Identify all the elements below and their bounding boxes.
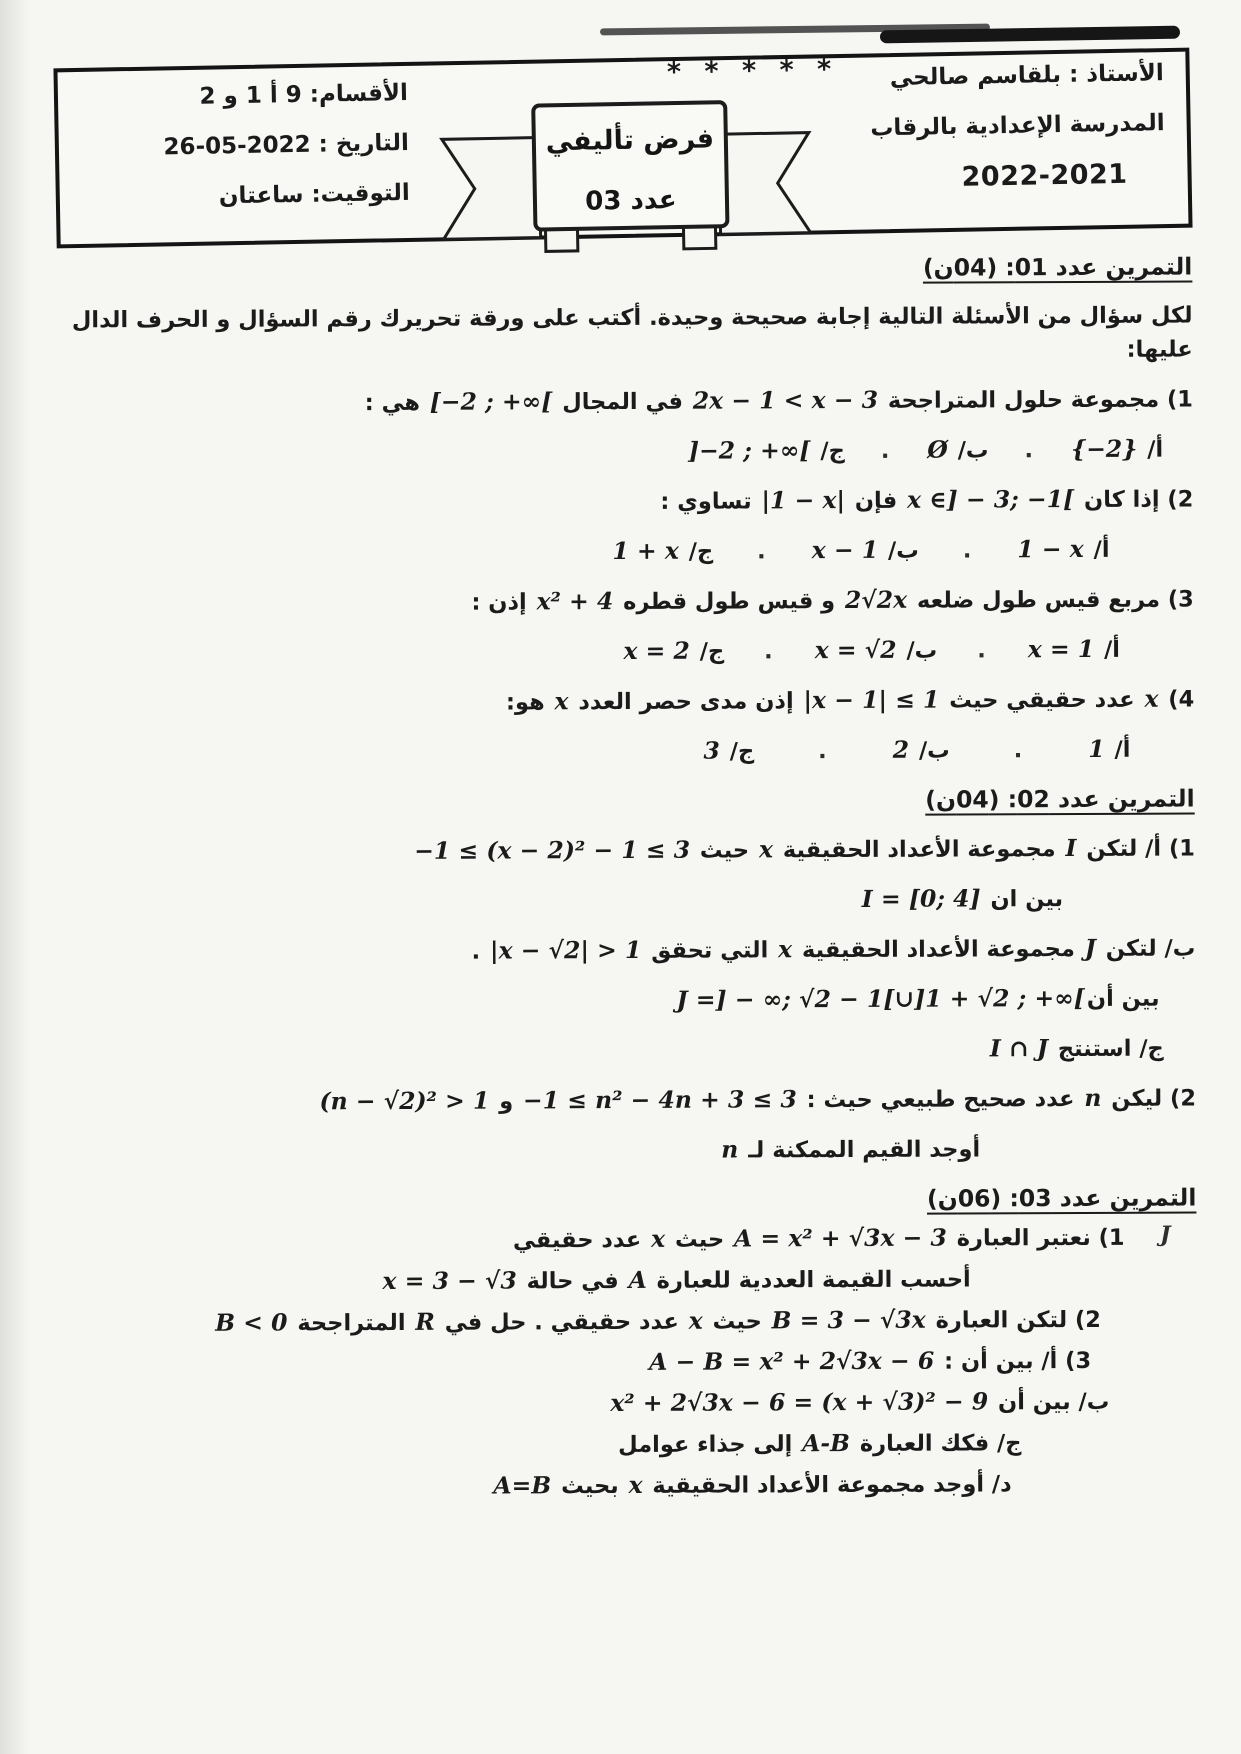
q2-option-c: ج/ 1 + x bbox=[612, 536, 714, 566]
classes-label: الأقسام: 9 أ 1 و 2 bbox=[199, 79, 409, 110]
question-4-options bbox=[41, 731, 1194, 771]
option-separator: . bbox=[818, 738, 827, 765]
question-1: 1) مجموعة حلول المتراجحة 2x − 1 < x − 3 في المجال [−2 ; +∞[ هي : bbox=[364, 385, 1193, 417]
question-4: 4) x عدد حقيقي حيث |x − 1| ≤ 1 إذن مدى حصر العدد x هو: bbox=[505, 684, 1195, 716]
exercise1-instructions: لكل سؤال من الأسئلة التالية إجابة صحيحة وحيدة. أكتب على ورقة تحريرك رقم السؤال و الحرف الدال عليها: bbox=[71, 302, 1193, 363]
exercise3-line-4: 3) أ/ بين أن : A − B = x² + 2√3x − 6 bbox=[649, 1346, 1092, 1376]
header-left-column bbox=[78, 80, 411, 236]
exercise2-line-7: أوجد القيم الممكنة لـ n bbox=[721, 1135, 981, 1164]
stray-pen-mark: J bbox=[1160, 1221, 1171, 1248]
exercise3-line-6: ج/ فكك العبارة A-B إلى جذاء عوامل bbox=[618, 1428, 1022, 1459]
question-3: 3) مربع قيس طول ضلعه 2√2x و قيس طول قطره x² + 4 إذن : bbox=[471, 585, 1194, 616]
exam-date: التاريخ : 2022-05-26 bbox=[163, 129, 410, 161]
q4-option-b: ب/ 2 bbox=[892, 735, 950, 764]
question-2: 2) إذا كان x ∈] − 3; −1[ فإن |1 − x| تساوي : bbox=[660, 485, 1194, 515]
banner-right-tail bbox=[719, 133, 811, 235]
exercise2-title: التمرين عدد 02: (04ن) bbox=[925, 784, 1195, 814]
exercise2-line-5: ج/ استنتج I ∩ J bbox=[989, 1034, 1164, 1063]
q1-option-a: أ/ {−2} bbox=[1071, 434, 1164, 464]
exercise2-line-6: 2) ليكن n عدد صحيح طبيعي حيث : −1 ≤ n² − 4n + 3 ≤ 3 و (n − √2)² > 1 bbox=[319, 1083, 1197, 1116]
q1-option-b: ب/ Ø bbox=[927, 435, 989, 464]
banner-left-tail bbox=[442, 138, 541, 240]
exercise3-title: التمرين عدد 03: (06ن) bbox=[926, 1183, 1197, 1213]
exercise2-line-4: بين أنJ =] − ∞; √2 − 1[∪]1 + √2 ; +∞[ bbox=[676, 983, 1160, 1014]
exam-duration: التوقيت: ساعتان bbox=[218, 179, 411, 210]
stars-decoration: * * * * * bbox=[666, 54, 839, 89]
exercise3-line-2: أحسب القيمة العددية للعبارة A في حالة x = 3 − √3 bbox=[382, 1265, 971, 1296]
exercise3-line-3: 2) لتكن العبارة B = 3 − √3x حيث x عدد حقيقي . حل في R المتراجحة B < 0 bbox=[215, 1305, 1101, 1337]
exercise3-line-1: J 1) نعتبر العبارة A = x² + √3x − 3 حيث x عدد حقيقي bbox=[43, 1220, 1196, 1258]
header-box bbox=[53, 48, 1192, 249]
school-year: 2022-2021 bbox=[961, 158, 1128, 193]
option-separator: . bbox=[880, 437, 890, 464]
option-separator: . bbox=[1024, 437, 1034, 464]
school-name: المدرسة الإعدادية بالرقاب bbox=[870, 110, 1165, 142]
option-separator: . bbox=[757, 538, 766, 565]
exercise2-line-1: 1) أ/ لتكن I مجموعة الأعداد الحقيقية x حيث −1 ≤ (x − 2)² − 1 ≤ 3 bbox=[414, 834, 1195, 865]
q3-option-a: أ/ x = 1 bbox=[1027, 634, 1121, 664]
q2-option-a: أ/ 1 − x bbox=[1017, 534, 1110, 564]
header-right-column bbox=[869, 60, 1166, 194]
exercise3-block bbox=[43, 1220, 1197, 1504]
q1-option-c: ج/ ]−2 ; +∞[ bbox=[687, 436, 845, 465]
banner-number: عدد 03 bbox=[585, 185, 677, 217]
exam-banner bbox=[423, 90, 826, 269]
option-separator: . bbox=[977, 637, 986, 664]
exercise3-line-5: ب/ بين أن x² + 2√3x − 6 = (x + √3)² − 9 bbox=[610, 1387, 1110, 1418]
q3-option-c: ج/ x = 2 bbox=[623, 636, 725, 665]
q4-option-a: أ/ 1 bbox=[1088, 734, 1131, 763]
option-separator: . bbox=[962, 537, 972, 564]
exam-body bbox=[39, 249, 1197, 1512]
option-separator: . bbox=[764, 638, 773, 665]
scan-edge-shading bbox=[0, 0, 30, 1754]
exercise2-line-2: بين ان I = [0; 4] bbox=[861, 884, 1064, 913]
option-separator: . bbox=[1013, 737, 1023, 764]
q2-option-b: ب/ x − 1 bbox=[811, 535, 919, 565]
exercise3-line-7: د/ أوجد مجموعة الأعداد الحقيقية x بحيث A=B bbox=[493, 1470, 1012, 1500]
exercise1-title: التمرين عدد 01: (04ن) bbox=[922, 252, 1193, 282]
exercise2-line-3: ب/ لتكن J مجموعة الأعداد الحقيقية x التي تحقق |x − √2| > 1 . bbox=[471, 933, 1196, 965]
q4-option-c: ج/ 3 bbox=[703, 736, 755, 765]
question-1-options bbox=[40, 431, 1193, 471]
q3-option-b: ب/ x = √2 bbox=[814, 635, 938, 665]
banner-title: فرض تأليفي bbox=[545, 123, 715, 158]
question-2-options bbox=[40, 531, 1193, 571]
question-3-options bbox=[41, 631, 1194, 671]
teacher-name: الأستاذ : بلقاسم صالحي bbox=[889, 60, 1164, 92]
